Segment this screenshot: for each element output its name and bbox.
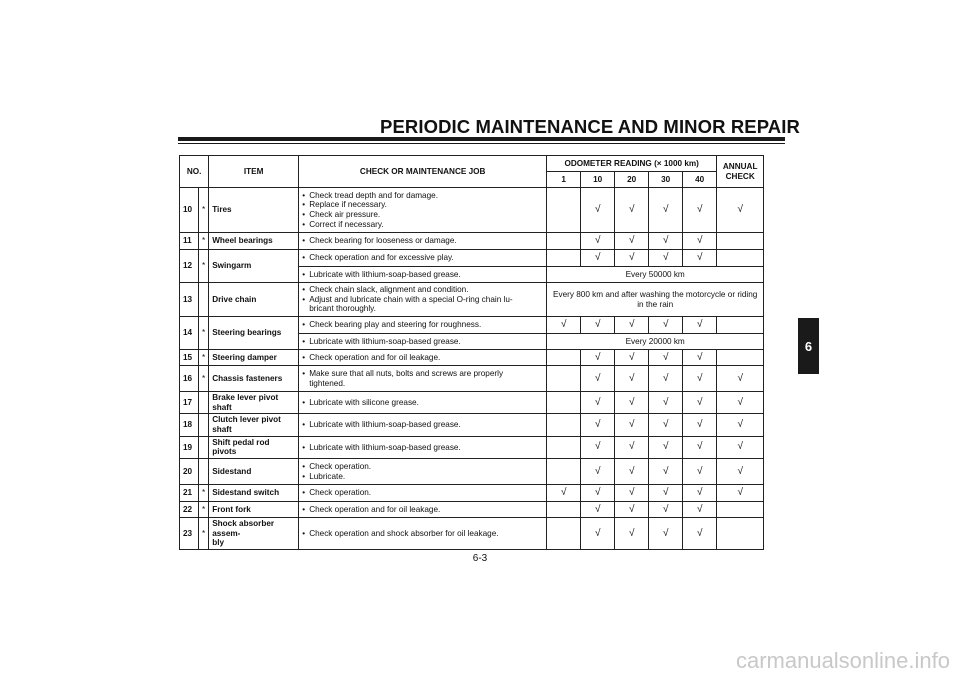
- check-mark: √: [581, 436, 615, 458]
- check-mark: √: [581, 250, 615, 267]
- job-text: Check operation and for oil leakage.: [309, 352, 441, 362]
- row-number: 16: [180, 366, 199, 392]
- row-star: *: [199, 366, 209, 392]
- bullet-icon: •: [302, 294, 306, 304]
- table-row: [180, 392, 764, 414]
- job-text: Check bearing play and steering for roughness.: [309, 320, 482, 330]
- row-star: [199, 414, 209, 436]
- bullet-icon: •: [302, 336, 306, 346]
- table-row: [180, 436, 764, 458]
- row-item: Shock absorber assem- bly: [209, 518, 299, 550]
- row-item: Wheel bearings: [209, 233, 299, 250]
- row-star: *: [199, 518, 209, 550]
- job-text: Replace if necessary.: [309, 200, 387, 210]
- job-line: [302, 236, 543, 246]
- interval-note: Every 20000 km: [547, 334, 764, 350]
- header-row: [180, 156, 764, 172]
- header-odometer-col: 40: [683, 172, 717, 188]
- row-job: [299, 188, 547, 233]
- check-mark: √: [615, 518, 649, 550]
- bullet-icon: •: [302, 190, 306, 200]
- title-rule-thick: [178, 137, 785, 141]
- job-line: [302, 191, 543, 201]
- check-mark: √: [649, 485, 683, 502]
- job-text: Lubricate with lithium-soap-based grease.: [309, 442, 461, 452]
- bullet-icon: •: [302, 200, 306, 210]
- check-mark: √: [615, 188, 649, 233]
- check-mark: √: [581, 366, 615, 392]
- job-line: [302, 220, 543, 230]
- bullet-icon: •: [302, 397, 306, 407]
- header-odometer-col: 10: [581, 172, 615, 188]
- check-mark: √: [581, 350, 615, 366]
- header-annual: ANNUAL CHECK: [717, 156, 764, 188]
- check-mark: √: [683, 188, 717, 233]
- row-job: [299, 317, 547, 334]
- row-number: 11: [180, 233, 199, 250]
- row-item: Drive chain: [209, 283, 299, 317]
- table-row: [180, 502, 764, 518]
- job-text: Check operation.: [309, 488, 372, 498]
- annual-check: √: [717, 459, 764, 485]
- job-text: Lubricate with lithium-soap-based grease.: [309, 269, 461, 279]
- page-title: PERIODIC MAINTENANCE AND MINOR REPAIR: [380, 116, 800, 137]
- check-mark: √: [683, 317, 717, 334]
- check-mark: √: [683, 233, 717, 250]
- row-star: *: [199, 188, 209, 233]
- row-star: *: [199, 350, 209, 366]
- check-mark: √: [615, 317, 649, 334]
- annual-check: [717, 233, 764, 250]
- row-item: Brake lever pivot shaft: [209, 392, 299, 414]
- row-number: 17: [180, 392, 199, 414]
- row-star: *: [199, 233, 209, 250]
- row-number: 10: [180, 188, 199, 233]
- bullet-icon: •: [302, 236, 306, 246]
- bullet-icon: •: [302, 284, 306, 294]
- check-mark: √: [581, 459, 615, 485]
- check-mark: √: [683, 250, 717, 267]
- table-row: [180, 350, 764, 366]
- job-text: Check tread depth and for damage.: [309, 190, 438, 200]
- job-text: Lubricate with silicone grease.: [309, 397, 419, 407]
- job-line: [302, 398, 543, 408]
- bullet-icon: •: [302, 210, 306, 219]
- check-mark: √: [615, 366, 649, 392]
- check-mark: √: [615, 485, 649, 502]
- annual-check: √: [717, 485, 764, 502]
- check-mark: [547, 188, 581, 233]
- check-mark: √: [649, 392, 683, 414]
- row-item: Steering bearings: [209, 317, 299, 350]
- check-mark: √: [581, 518, 615, 550]
- job-text: Lubricate.: [309, 471, 346, 481]
- annual-check: [717, 250, 764, 267]
- interval-note: Every 50000 km: [547, 267, 764, 283]
- header-odometer-col: 30: [649, 172, 683, 188]
- row-item: Front fork: [209, 502, 299, 518]
- row-job: [299, 414, 547, 436]
- job-line: [302, 285, 543, 295]
- row-star: [199, 436, 209, 458]
- check-mark: √: [649, 350, 683, 366]
- table-row: [180, 485, 764, 502]
- row-star: [199, 392, 209, 414]
- header-odometer-col: 1: [547, 172, 581, 188]
- row-job: [299, 392, 547, 414]
- check-mark: √: [615, 414, 649, 436]
- annual-check: √: [717, 392, 764, 414]
- check-mark: √: [649, 518, 683, 550]
- annual-check: √: [717, 414, 764, 436]
- check-mark: [547, 414, 581, 436]
- annual-check: [717, 518, 764, 550]
- bullet-icon: •: [302, 368, 306, 378]
- check-mark: √: [649, 250, 683, 267]
- check-mark: √: [615, 436, 649, 458]
- check-mark: √: [615, 459, 649, 485]
- job-line: [302, 443, 543, 453]
- check-mark: √: [581, 502, 615, 518]
- check-mark: [547, 350, 581, 366]
- job-text: Check bearing for looseness or damage.: [309, 236, 457, 246]
- job-line: [302, 320, 543, 330]
- check-mark: [547, 233, 581, 250]
- row-item: Steering damper: [209, 350, 299, 366]
- check-mark: √: [615, 250, 649, 267]
- row-star: *: [199, 485, 209, 502]
- check-mark: [547, 366, 581, 392]
- annual-check: √: [717, 188, 764, 233]
- check-mark: [547, 250, 581, 267]
- check-mark: √: [683, 392, 717, 414]
- check-mark: √: [649, 317, 683, 334]
- check-mark: √: [683, 436, 717, 458]
- table-row: [180, 518, 764, 550]
- row-number: 19: [180, 436, 199, 458]
- row-job: [299, 459, 547, 485]
- check-mark: √: [581, 317, 615, 334]
- bullet-icon: •: [302, 488, 306, 498]
- job-line: [302, 420, 543, 430]
- row-job: [299, 267, 547, 283]
- bullet-icon: •: [302, 269, 306, 279]
- maintenance-table: [179, 155, 764, 550]
- job-line: [302, 295, 543, 314]
- header-job: CHECK OR MAINTENANCE JOB: [299, 156, 547, 188]
- annual-check: √: [717, 366, 764, 392]
- bullet-icon: •: [302, 320, 306, 330]
- row-job: [299, 350, 547, 366]
- check-mark: √: [683, 518, 717, 550]
- check-mark: √: [683, 350, 717, 366]
- row-number: 12: [180, 250, 199, 283]
- job-text: Adjust and lubricate chain with a special O-ring chain lu- bricant thoroughly.: [309, 294, 513, 314]
- check-mark: √: [615, 392, 649, 414]
- table-row: [180, 459, 764, 485]
- row-job: [299, 283, 547, 317]
- bullet-icon: •: [302, 352, 306, 362]
- row-job: [299, 334, 547, 350]
- job-text: Correct if necessary.: [309, 219, 384, 229]
- bullet-icon: •: [302, 461, 306, 471]
- job-text: Lubricate with lithium-soap-based grease.: [309, 336, 461, 346]
- check-mark: [547, 392, 581, 414]
- bullet-icon: •: [302, 219, 306, 229]
- row-number: 15: [180, 350, 199, 366]
- row-star: [199, 283, 209, 317]
- check-mark: √: [649, 502, 683, 518]
- check-mark: [547, 518, 581, 550]
- title-rule-thin: [178, 143, 785, 144]
- watermark: carmanualsonline.info: [735, 648, 950, 673]
- row-star: *: [199, 502, 209, 518]
- header-item: ITEM: [209, 156, 299, 188]
- row-star: [199, 459, 209, 485]
- check-mark: √: [547, 317, 581, 334]
- row-item: Swingarm: [209, 250, 299, 283]
- bullet-icon: •: [302, 528, 306, 538]
- job-line: [302, 529, 543, 539]
- table-row: [180, 233, 764, 250]
- job-line: [302, 353, 543, 363]
- row-job: [299, 233, 547, 250]
- row-number: 18: [180, 414, 199, 436]
- row-job: [299, 366, 547, 392]
- check-mark: √: [547, 485, 581, 502]
- row-job: [299, 502, 547, 518]
- job-text: Lubricate with lithium-soap-based grease.: [309, 420, 461, 430]
- annual-check: [717, 502, 764, 518]
- bullet-icon: •: [302, 420, 306, 430]
- check-mark: √: [649, 436, 683, 458]
- bullet-icon: •: [302, 504, 306, 514]
- check-mark: [547, 502, 581, 518]
- header-odometer-col: 20: [615, 172, 649, 188]
- bullet-icon: •: [302, 471, 306, 481]
- annual-check: [717, 350, 764, 366]
- job-text: Check operation and for excessive play.: [309, 253, 454, 263]
- check-mark: √: [581, 485, 615, 502]
- row-star: *: [199, 250, 209, 283]
- job-text: Check chain slack, alignment and condition.: [309, 284, 469, 294]
- job-line: [302, 462, 543, 472]
- row-item: Sidestand switch: [209, 485, 299, 502]
- row-number: 13: [180, 283, 199, 317]
- check-mark: √: [649, 188, 683, 233]
- row-number: 14: [180, 317, 199, 350]
- row-item: Chassis fasteners: [209, 366, 299, 392]
- check-mark: √: [649, 459, 683, 485]
- check-mark: √: [615, 502, 649, 518]
- job-line: [302, 210, 543, 220]
- page-number: 6-3: [472, 553, 488, 564]
- check-mark: √: [683, 459, 717, 485]
- check-mark: √: [683, 502, 717, 518]
- annual-check: √: [717, 436, 764, 458]
- job-line: [302, 505, 543, 515]
- check-mark: √: [581, 392, 615, 414]
- job-text: Check operation.: [309, 461, 372, 471]
- job-text: Check operation and for oil leakage.: [309, 504, 441, 514]
- table-row: [180, 366, 764, 392]
- row-item: Shift pedal rod pivots: [209, 436, 299, 458]
- row-number: 23: [180, 518, 199, 550]
- table-row: [180, 283, 764, 317]
- check-mark: [547, 436, 581, 458]
- bullet-icon: •: [302, 442, 306, 452]
- check-mark: √: [649, 414, 683, 436]
- job-line: [302, 337, 543, 347]
- job-line: [302, 270, 543, 280]
- check-mark: √: [683, 485, 717, 502]
- check-mark: √: [615, 350, 649, 366]
- check-mark: √: [683, 366, 717, 392]
- row-star: *: [199, 317, 209, 350]
- check-mark: √: [649, 233, 683, 250]
- check-mark: √: [581, 414, 615, 436]
- row-job: [299, 250, 547, 267]
- job-line: [302, 200, 543, 210]
- table-row: [180, 414, 764, 436]
- check-mark: √: [581, 188, 615, 233]
- section-tab: 6: [798, 318, 819, 374]
- job-line: [302, 369, 543, 388]
- header-odometer: ODOMETER READING (× 1000 km): [547, 156, 717, 172]
- row-number: 20: [180, 459, 199, 485]
- annual-check: [717, 317, 764, 334]
- check-mark: [547, 459, 581, 485]
- check-mark: √: [683, 414, 717, 436]
- row-job: [299, 518, 547, 550]
- job-text: Check operation and shock absorber for oil leakage.: [309, 528, 499, 538]
- table-row: [180, 317, 764, 334]
- header-no: NO.: [180, 156, 209, 188]
- table-row: [180, 250, 764, 267]
- row-item: Tires: [209, 188, 299, 233]
- check-mark: √: [649, 366, 683, 392]
- row-number: 21: [180, 485, 199, 502]
- row-item: Sidestand: [209, 459, 299, 485]
- row-item: Clutch lever pivot shaft: [209, 414, 299, 436]
- job-line: [302, 472, 543, 482]
- row-job: [299, 485, 547, 502]
- job-text: Make sure that all nuts, bolts and screws are properly tightened.: [309, 368, 504, 388]
- bullet-icon: •: [302, 253, 306, 263]
- check-mark: √: [615, 233, 649, 250]
- check-mark: √: [581, 233, 615, 250]
- table-row: [180, 188, 764, 233]
- interval-note: Every 800 km and after washing the motorcycle or riding in the rain: [547, 283, 764, 317]
- job-line: [302, 253, 543, 263]
- row-job: [299, 436, 547, 458]
- row-number: 22: [180, 502, 199, 518]
- job-line: [302, 488, 543, 498]
- job-text: Check air pressure.: [309, 210, 381, 219]
